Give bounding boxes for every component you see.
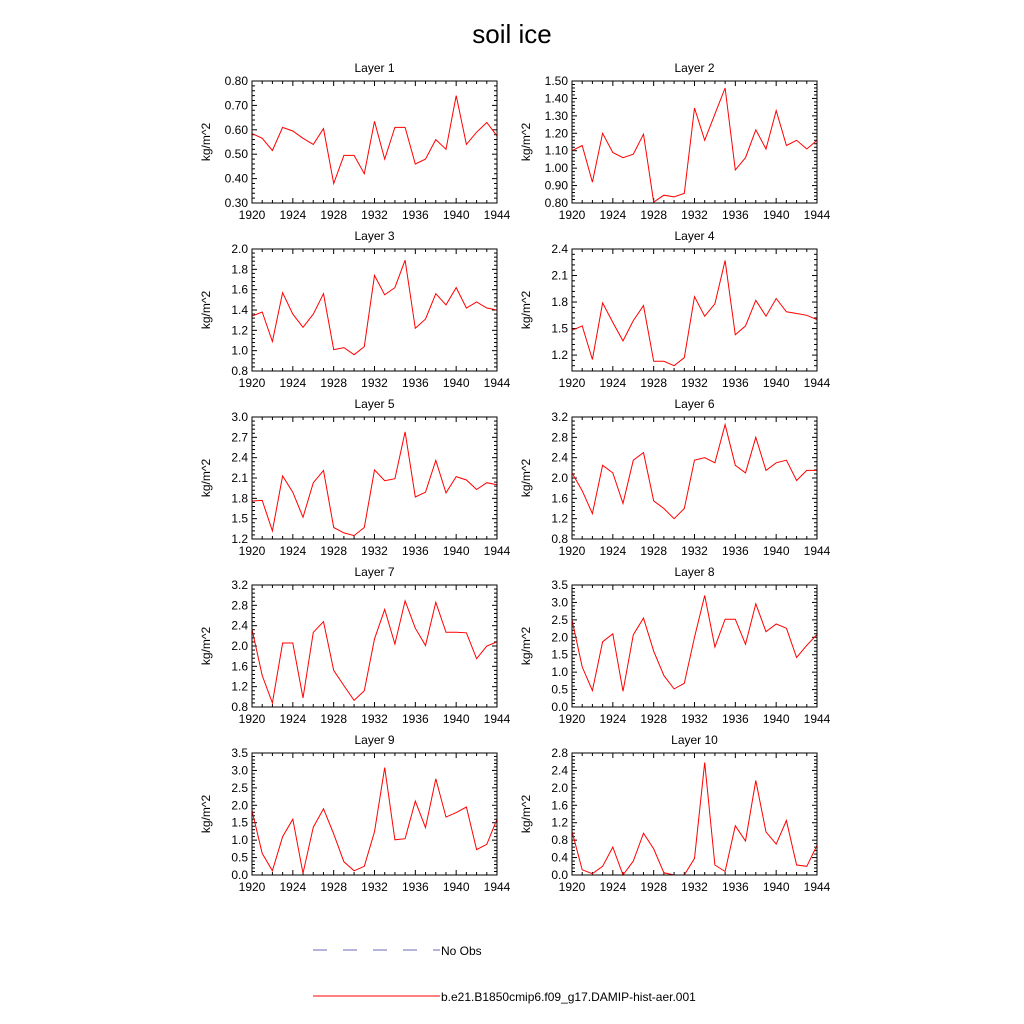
plot-frame: [252, 753, 497, 875]
x-tick-label: 1940: [442, 376, 470, 390]
y-tick-label: 2.0: [551, 471, 568, 485]
x-tick-label: 1932: [681, 712, 708, 726]
y-tick-label: 0.60: [224, 122, 248, 137]
x-tick-label: 1936: [401, 376, 429, 390]
y-tick-label: 0.0: [551, 868, 568, 882]
plot-frame: [252, 81, 497, 203]
x-tick-label: 1920: [558, 376, 586, 390]
x-tick-label: 1920: [238, 712, 266, 726]
series-line: [252, 601, 497, 703]
y-tick-label: 2.0: [231, 798, 248, 813]
x-tick-label: 1928: [320, 376, 348, 390]
y-tick-label: 2.8: [551, 430, 568, 445]
y-tick-label: 0.5: [231, 850, 248, 865]
series-line: [252, 768, 497, 874]
y-tick-label: 1.2: [231, 679, 248, 694]
x-tick-label: 1936: [401, 712, 429, 726]
x-tick-label: 1928: [640, 880, 668, 894]
legend-obs-label: No Obs: [441, 944, 482, 958]
x-tick-label: 1924: [599, 208, 627, 222]
x-tick-label: 1924: [599, 376, 627, 390]
x-tick-label: 1920: [558, 712, 586, 726]
x-tick-label: 1932: [681, 208, 708, 222]
x-tick-label: 1936: [721, 880, 749, 894]
series-line: [572, 261, 817, 366]
x-tick-label: 1936: [721, 208, 749, 222]
y-axis-label: kg/m^2: [199, 458, 213, 498]
y-tick-label: 2.8: [231, 598, 248, 613]
y-axis-label: kg/m^2: [199, 794, 213, 834]
y-tick-label: 1.10: [544, 143, 568, 158]
y-axis-label: kg/m^2: [519, 290, 533, 330]
y-tick-label: 0.0: [231, 868, 248, 882]
y-tick-label: 1.5: [231, 511, 248, 526]
x-tick-label: 1920: [558, 544, 586, 558]
y-tick-label: 0.8: [551, 833, 568, 848]
series-line: [252, 432, 497, 536]
y-tick-label: 0.8: [551, 532, 568, 546]
x-tick-label: 1928: [640, 544, 668, 558]
y-tick-label: 2.4: [551, 242, 568, 256]
y-axis-label: kg/m^2: [519, 122, 533, 162]
x-tick-label: 1936: [721, 544, 749, 558]
y-tick-label: 1.4: [231, 303, 248, 317]
panel-grid: [199, 61, 831, 894]
y-tick-label: 2.0: [551, 630, 568, 645]
plot-frame: [252, 585, 497, 707]
panel-title: Layer 10: [671, 733, 718, 747]
y-tick-label: 1.8: [551, 295, 568, 310]
x-tick-label: 1944: [803, 880, 831, 894]
panel-layer-6: [519, 397, 831, 558]
y-tick-label: 0.80: [544, 196, 568, 210]
y-tick-label: 1.6: [231, 282, 248, 297]
y-tick-label: 1.2: [231, 323, 248, 338]
x-tick-label: 1932: [681, 544, 708, 558]
x-tick-label: 1940: [762, 544, 790, 558]
y-tick-label: 0.4: [551, 850, 568, 865]
y-tick-label: 1.6: [551, 798, 568, 813]
y-tick-label: 0.70: [224, 98, 248, 113]
panel-layer-8: [519, 565, 831, 726]
x-tick-label: 1928: [320, 544, 348, 558]
y-tick-label: 3.5: [551, 578, 568, 592]
plot-frame: [572, 417, 817, 539]
y-tick-label: 1.00: [544, 161, 568, 176]
plot-frame: [252, 249, 497, 371]
plot-frame: [572, 249, 817, 371]
x-tick-label: 1928: [320, 712, 348, 726]
series-line: [572, 88, 817, 202]
y-tick-label: 0.80: [224, 74, 248, 88]
panel-layer-2: [519, 61, 831, 222]
x-tick-label: 1920: [238, 208, 266, 222]
y-tick-label: 0.30: [224, 196, 248, 210]
y-tick-label: 1.5: [551, 321, 568, 336]
y-axis-label: kg/m^2: [199, 290, 213, 330]
panel-title: Layer 6: [674, 397, 715, 411]
y-tick-label: 0.5: [551, 682, 568, 697]
panel-layer-3: [199, 229, 511, 390]
x-tick-label: 1944: [803, 208, 831, 222]
x-tick-label: 1940: [762, 376, 790, 390]
x-tick-label: 1944: [803, 376, 831, 390]
x-tick-label: 1936: [401, 208, 429, 222]
x-tick-label: 1932: [361, 544, 388, 558]
panel-title: Layer 2: [674, 61, 715, 75]
x-tick-label: 1928: [320, 880, 348, 894]
y-tick-label: 1.6: [231, 659, 248, 674]
x-tick-label: 1928: [640, 208, 668, 222]
y-tick-label: 2.0: [551, 780, 568, 795]
x-tick-label: 1924: [279, 880, 307, 894]
y-tick-label: 1.2: [551, 511, 568, 526]
x-tick-label: 1920: [238, 376, 266, 390]
x-tick-label: 1936: [721, 712, 749, 726]
x-tick-label: 1944: [803, 712, 831, 726]
y-tick-label: 1.8: [231, 262, 248, 277]
y-tick-label: 1.2: [551, 348, 568, 363]
panel-title: Layer 1: [354, 61, 395, 75]
x-tick-label: 1936: [401, 880, 429, 894]
y-tick-label: 1.5: [231, 815, 248, 830]
y-tick-label: 2.5: [551, 612, 568, 627]
series-line: [572, 763, 817, 875]
y-tick-label: 2.5: [231, 780, 248, 795]
y-tick-label: 2.0: [231, 639, 248, 653]
x-tick-label: 1924: [279, 208, 307, 222]
y-axis-label: kg/m^2: [519, 626, 533, 666]
x-tick-label: 1944: [483, 712, 511, 726]
y-tick-label: 0.50: [224, 147, 248, 162]
x-tick-label: 1932: [681, 880, 708, 894]
x-tick-label: 1944: [483, 376, 511, 390]
panel-title: Layer 8: [674, 565, 715, 579]
x-tick-label: 1936: [721, 376, 749, 390]
panel-layer-4: [519, 229, 831, 390]
y-tick-label: 1.0: [231, 833, 248, 848]
y-tick-label: 3.0: [231, 410, 248, 424]
x-tick-label: 1932: [361, 376, 388, 390]
y-tick-label: 0.40: [224, 171, 248, 186]
x-tick-label: 1920: [558, 880, 586, 894]
series-line: [572, 425, 817, 519]
panel-title: Layer 7: [354, 565, 395, 579]
y-tick-label: 2.7: [231, 430, 248, 445]
x-tick-label: 1932: [361, 208, 388, 222]
x-tick-label: 1940: [442, 544, 470, 558]
panel-layer-5: [199, 397, 511, 558]
panel-title: Layer 9: [354, 733, 395, 747]
y-tick-label: 2.1: [231, 471, 248, 485]
series-line: [252, 260, 497, 355]
y-axis-label: kg/m^2: [519, 458, 533, 498]
y-tick-label: 3.0: [551, 595, 568, 610]
x-tick-label: 1940: [762, 880, 790, 894]
legend-model-label: b.e21.B1850cmip6.f09_g17.DAMIP-hist-aer.001: [441, 990, 696, 1004]
y-tick-label: 3.2: [551, 410, 568, 424]
x-tick-label: 1924: [279, 712, 307, 726]
y-tick-label: 1.40: [544, 91, 568, 106]
y-tick-label: 1.6: [551, 491, 568, 506]
y-tick-label: 1.20: [544, 126, 568, 141]
y-tick-label: 2.4: [551, 763, 568, 778]
x-tick-label: 1944: [483, 208, 511, 222]
y-tick-label: 1.30: [544, 108, 568, 123]
y-tick-label: 1.2: [231, 532, 248, 546]
x-tick-label: 1944: [803, 544, 831, 558]
x-tick-label: 1932: [361, 712, 388, 726]
series-line: [572, 596, 817, 692]
y-tick-label: 2.4: [231, 618, 248, 633]
x-tick-label: 1924: [279, 544, 307, 558]
x-tick-label: 1940: [762, 208, 790, 222]
y-axis-label: kg/m^2: [199, 122, 213, 162]
x-tick-label: 1928: [640, 376, 668, 390]
x-tick-label: 1940: [442, 208, 470, 222]
x-tick-label: 1920: [558, 208, 586, 222]
y-tick-label: 2.4: [551, 450, 568, 465]
y-tick-label: 1.50: [544, 74, 568, 88]
x-tick-label: 1944: [483, 880, 511, 894]
y-tick-label: 3.0: [231, 763, 248, 778]
panel-layer-1: [199, 61, 511, 222]
x-tick-label: 1940: [762, 712, 790, 726]
y-tick-label: 1.5: [551, 647, 568, 662]
y-tick-label: 0.0: [551, 700, 568, 714]
x-tick-label: 1932: [681, 376, 708, 390]
y-tick-label: 3.5: [231, 746, 248, 760]
y-tick-label: 2.1: [551, 268, 568, 283]
x-tick-label: 1924: [599, 712, 627, 726]
y-tick-label: 1.0: [551, 665, 568, 680]
figure-title: soil ice: [472, 19, 552, 49]
x-tick-label: 1920: [238, 544, 266, 558]
panel-layer-9: [199, 733, 511, 894]
panel-title: Layer 3: [354, 229, 395, 243]
y-tick-label: 1.0: [231, 343, 248, 358]
y-tick-label: 2.4: [231, 450, 248, 465]
y-tick-label: 0.8: [231, 364, 248, 378]
panel-title: Layer 5: [354, 397, 395, 411]
y-tick-label: 2.8: [551, 746, 568, 760]
panel-layer-7: [199, 565, 511, 726]
x-tick-label: 1924: [599, 880, 627, 894]
y-tick-label: 1.8: [231, 491, 248, 506]
y-tick-label: 1.2: [551, 815, 568, 830]
y-tick-label: 0.8: [231, 700, 248, 714]
plot-frame: [572, 81, 817, 203]
y-axis-label: kg/m^2: [519, 794, 533, 834]
x-tick-label: 1924: [599, 544, 627, 558]
x-tick-label: 1928: [320, 208, 348, 222]
x-tick-label: 1920: [238, 880, 266, 894]
series-line: [252, 96, 497, 184]
x-tick-label: 1940: [442, 880, 470, 894]
x-tick-label: 1928: [640, 712, 668, 726]
x-tick-label: 1932: [361, 880, 388, 894]
panel-title: Layer 4: [674, 229, 715, 243]
x-tick-label: 1936: [401, 544, 429, 558]
x-tick-label: 1924: [279, 376, 307, 390]
panel-layer-10: [519, 733, 831, 894]
plot-frame: [572, 585, 817, 707]
y-tick-label: 0.90: [544, 178, 568, 193]
x-tick-label: 1940: [442, 712, 470, 726]
y-tick-label: 3.2: [231, 578, 248, 592]
y-axis-label: kg/m^2: [199, 626, 213, 666]
x-tick-label: 1944: [483, 544, 511, 558]
legend: [313, 944, 696, 1004]
y-tick-label: 2.0: [231, 242, 248, 256]
